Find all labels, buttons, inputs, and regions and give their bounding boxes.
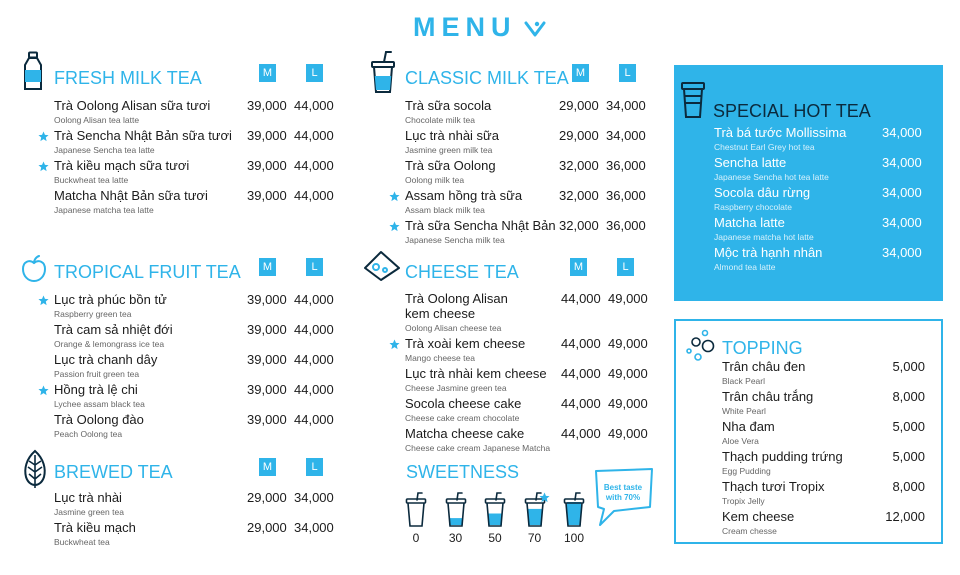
bubbles-icon (683, 329, 717, 363)
hot-tea-row (714, 155, 934, 185)
star-icon (539, 490, 550, 501)
item-name: Lục trà nhài kem cheese (405, 366, 547, 381)
sweetness-level-label: 50 (488, 531, 502, 545)
price-l: 36,000 (606, 188, 646, 203)
item-name: Lục trà phúc bồn tử (54, 292, 167, 307)
sweetness-level-label: 0 (412, 531, 420, 545)
topping-row (722, 509, 937, 539)
item-name: Trà Oolong đào (54, 412, 144, 427)
item-subtitle: Orange & lemongrass ice tea (54, 339, 165, 349)
item-subtitle: Raspberry chocolate (714, 202, 792, 212)
item-name: Trà Sencha Nhật Bản sữa tươi (54, 128, 232, 143)
price: 34,000 (882, 125, 922, 140)
topping-box (674, 319, 943, 544)
price-m: 39,000 (247, 292, 287, 307)
section-title: SPECIAL HOT TEA (713, 101, 871, 121)
item-subtitle: Buckwheat tea latte (54, 175, 129, 185)
item-subtitle: Japanese Sencha tea latte (54, 145, 155, 155)
item-subtitle: Cheese cake cream chocolate (405, 413, 520, 423)
price-l: 34,000 (606, 128, 646, 143)
item-name: Kem cheese (722, 509, 795, 524)
size-l-badge: L (306, 458, 323, 476)
item-name: Trà kiều mạch sữa tươi (54, 158, 190, 173)
sweetness-level-label: 30 (448, 531, 463, 545)
star-icon (389, 189, 400, 200)
price-m: 29,000 (559, 98, 599, 113)
menu-item-row (54, 188, 374, 218)
item-name: Lục trà nhài (54, 490, 122, 505)
topping-row (722, 419, 937, 449)
item-name: Matcha latte (714, 215, 785, 230)
section-cheese-tea (405, 258, 665, 458)
special-hot-tea-box (674, 65, 943, 301)
size-m-badge: M (259, 64, 276, 82)
size-l-badge: L (619, 64, 636, 82)
price-l: 49,000 (608, 336, 648, 351)
price-l: 44,000 (294, 352, 334, 367)
sweetness-title: SWEETNESS (406, 462, 520, 482)
menu-title: MENU (413, 12, 517, 42)
item-name: Mộc trà hạnh nhân (714, 245, 823, 260)
section-title: BREWED TEA (54, 462, 173, 482)
item-subtitle: Japanese Sencha milk tea (405, 235, 505, 245)
item-subtitle: Peach Oolong tea (54, 429, 123, 439)
menu-item-row (54, 128, 374, 158)
price-m: 39,000 (247, 158, 287, 173)
price-m: 44,000 (561, 366, 601, 381)
size-m-badge: M (572, 64, 589, 82)
section-title: FRESH MILK TEA (54, 68, 202, 88)
item-name: Lục trà nhài sữa (405, 128, 499, 143)
price-l: 34,000 (294, 520, 334, 535)
section-title: CLASSIC MILK TEA (405, 68, 569, 88)
best-taste-note (598, 483, 648, 503)
menu-item-row (54, 382, 374, 412)
item-name: Trân châu trắng (722, 389, 814, 404)
item-name: Hồng trà lệ chi (54, 382, 138, 397)
item-subtitle: Lychee assam black tea (54, 399, 145, 409)
section-title: TOPPING (722, 338, 803, 358)
price-m: 44,000 (561, 426, 601, 441)
menu-header (0, 12, 960, 43)
sweetness-cup-icon (445, 492, 467, 528)
hot-tea-row (714, 185, 934, 215)
best-taste-line1: Best taste (603, 483, 643, 492)
price-m: 29,000 (247, 490, 287, 505)
item-subtitle: Aloe Vera (722, 436, 759, 446)
price-m: 29,000 (247, 520, 287, 535)
hot-tea-row (714, 215, 934, 245)
price-m: 39,000 (247, 128, 287, 143)
item-subtitle: Almond tea latte (714, 262, 776, 272)
price-m: 39,000 (247, 382, 287, 397)
price-l: 36,000 (606, 218, 646, 233)
price: 34,000 (882, 155, 922, 170)
size-l-badge: L (306, 64, 323, 82)
section-title: CHEESE TEA (405, 262, 519, 282)
item-subtitle: Raspberry green tea (54, 309, 132, 319)
price-m: 44,000 (561, 291, 601, 306)
item-name: Trà sữa Sencha Nhật Bản (405, 218, 556, 233)
item-name: Thạch pudding trứng (722, 449, 843, 464)
sweetness-cup-icon (405, 492, 427, 528)
price-l: 44,000 (294, 98, 334, 113)
item-subtitle: Cream chesse (722, 526, 777, 536)
price: 34,000 (882, 185, 922, 200)
hot-tea-row (714, 245, 934, 275)
price-m: 39,000 (247, 188, 287, 203)
size-m-badge: M (259, 458, 276, 476)
topping-row (722, 479, 937, 509)
size-m-badge: M (570, 258, 587, 276)
item-name: Matcha Nhật Bản sữa tươi (54, 188, 208, 203)
hot-tea-row (714, 125, 934, 155)
topping-row (722, 449, 937, 479)
item-subtitle: Oolong Alisan tea latte (54, 115, 140, 125)
size-m-badge: M (259, 258, 276, 276)
item-name: Trà Oolong Alisan (405, 291, 508, 306)
star-icon (38, 293, 49, 304)
menu-item-row (54, 98, 374, 128)
menu-item-row (54, 292, 374, 322)
menu-item-row (54, 490, 374, 520)
price-m: 39,000 (247, 322, 287, 337)
size-l-badge: L (306, 258, 323, 276)
item-subtitle: Egg Pudding (722, 466, 771, 476)
item-name: Matcha cheese cake (405, 426, 525, 441)
section-tropical-fruit-tea (54, 258, 354, 448)
section-brewed-tea (54, 458, 354, 558)
price-l: 49,000 (608, 396, 648, 411)
item-name: Trà xoài kem cheese (405, 336, 526, 351)
cup-with-straw-icon (370, 50, 396, 94)
price-m: 39,000 (247, 412, 287, 427)
item-subtitle: Jasmine green tea (54, 507, 124, 517)
price: 5,000 (892, 359, 925, 374)
price-l: 34,000 (294, 490, 334, 505)
price-l: 34,000 (606, 98, 646, 113)
price-m: 32,000 (559, 158, 599, 173)
item-name: Lục trà chanh dây (54, 352, 158, 367)
menu-item-row (54, 412, 374, 442)
item-subtitle: Oolong milk tea (405, 175, 465, 185)
item-name: Trà Oolong Alisan sữa tươi (54, 98, 211, 113)
item-name: Socola dâu rừng (714, 185, 811, 200)
menu-item-row (54, 520, 374, 550)
best-taste-line2: with 70% (605, 493, 641, 502)
item-subtitle: Buckwheat tea (54, 537, 110, 547)
item-subtitle: Tropix Jelly (722, 496, 765, 506)
price-m: 32,000 (559, 188, 599, 203)
item-name: Assam hồng trà sữa (405, 188, 523, 203)
price-m: 29,000 (559, 128, 599, 143)
item-name-line2: kem cheese (405, 306, 476, 321)
topping-row (722, 359, 937, 389)
item-subtitle: Jasmine green milk tea (405, 145, 493, 155)
star-icon (389, 219, 400, 230)
price-l: 49,000 (608, 366, 648, 381)
item-subtitle: White Pearl (722, 406, 766, 416)
sweetness-level-label: 100 (563, 531, 585, 545)
size-l-badge: L (617, 258, 634, 276)
item-name: Sencha latte (714, 155, 787, 170)
item-name: Trà bá tước Mollissima (714, 125, 847, 140)
price: 5,000 (892, 449, 925, 464)
item-name: Trà sữa socola (405, 98, 492, 113)
item-name: Socola cheese cake (405, 396, 522, 411)
item-subtitle: Japanese matcha hot latte (714, 232, 814, 242)
menu-item-row (54, 352, 374, 382)
star-icon (389, 337, 400, 348)
price: 5,000 (892, 419, 925, 434)
menu-item-row (54, 158, 374, 188)
price-m: 32,000 (559, 218, 599, 233)
item-subtitle: Mango cheese tea (405, 353, 475, 363)
price-l: 49,000 (608, 291, 648, 306)
item-subtitle: Assam black milk tea (405, 205, 485, 215)
smile-logo-icon (523, 17, 547, 39)
sweetness-level-label: 70 (527, 531, 542, 545)
price-l: 44,000 (294, 382, 334, 397)
price-m: 44,000 (561, 336, 601, 351)
price-m: 39,000 (247, 352, 287, 367)
star-icon (38, 159, 49, 170)
item-subtitle: Cheese cake cream Japanese Matcha (405, 443, 551, 453)
item-subtitle: Japanese matcha tea latte (54, 205, 154, 215)
price: 34,000 (882, 245, 922, 260)
item-subtitle: Chestnut Earl Grey hot tea (714, 142, 815, 152)
price-l: 44,000 (294, 322, 334, 337)
item-subtitle: Passion fruit green tea (54, 369, 140, 379)
topping-row (722, 389, 937, 419)
hot-cup-icon (680, 81, 706, 119)
star-icon (38, 383, 49, 394)
item-name: Trân châu đen (722, 359, 806, 374)
item-subtitle: Chocolate milk tea (405, 115, 475, 125)
price: 8,000 (892, 389, 925, 404)
price-l: 49,000 (608, 426, 648, 441)
section-title: TROPICAL FRUIT TEA (54, 262, 241, 282)
cheese-icon (363, 250, 401, 282)
item-name: Thạch tươi Tropix (722, 479, 825, 494)
apple-icon (21, 255, 47, 283)
sweetness-cup-icon (484, 492, 506, 528)
item-subtitle: Black Pearl (722, 376, 765, 386)
sweetness-cup-icon (563, 492, 585, 528)
item-name: Trà cam sả nhiệt đới (54, 322, 173, 337)
item-subtitle: Cheese Jasmine green tea (405, 383, 507, 393)
milk-bottle-icon (22, 51, 44, 91)
price-l: 36,000 (606, 158, 646, 173)
price-m: 44,000 (561, 396, 601, 411)
item-name: Trà sữa Oolong (405, 158, 496, 173)
price: 12,000 (885, 509, 925, 524)
price-l: 44,000 (294, 128, 334, 143)
section-classic-milk-tea (405, 64, 665, 244)
item-subtitle: Japanese Sencha hot tea latte (714, 172, 829, 182)
menu-item-row (54, 322, 374, 352)
price-l: 44,000 (294, 412, 334, 427)
item-name: Nha đam (722, 419, 775, 434)
leaf-icon (22, 449, 48, 489)
section-fresh-milk-tea (54, 64, 354, 224)
price: 34,000 (882, 215, 922, 230)
star-icon (38, 129, 49, 140)
price-m: 39,000 (247, 98, 287, 113)
price-l: 44,000 (294, 158, 334, 173)
item-name: Trà kiều mạch (54, 520, 136, 535)
item-subtitle: Oolong Alisan cheese tea (405, 323, 502, 333)
price-l: 44,000 (294, 292, 334, 307)
price: 8,000 (892, 479, 925, 494)
price-l: 44,000 (294, 188, 334, 203)
